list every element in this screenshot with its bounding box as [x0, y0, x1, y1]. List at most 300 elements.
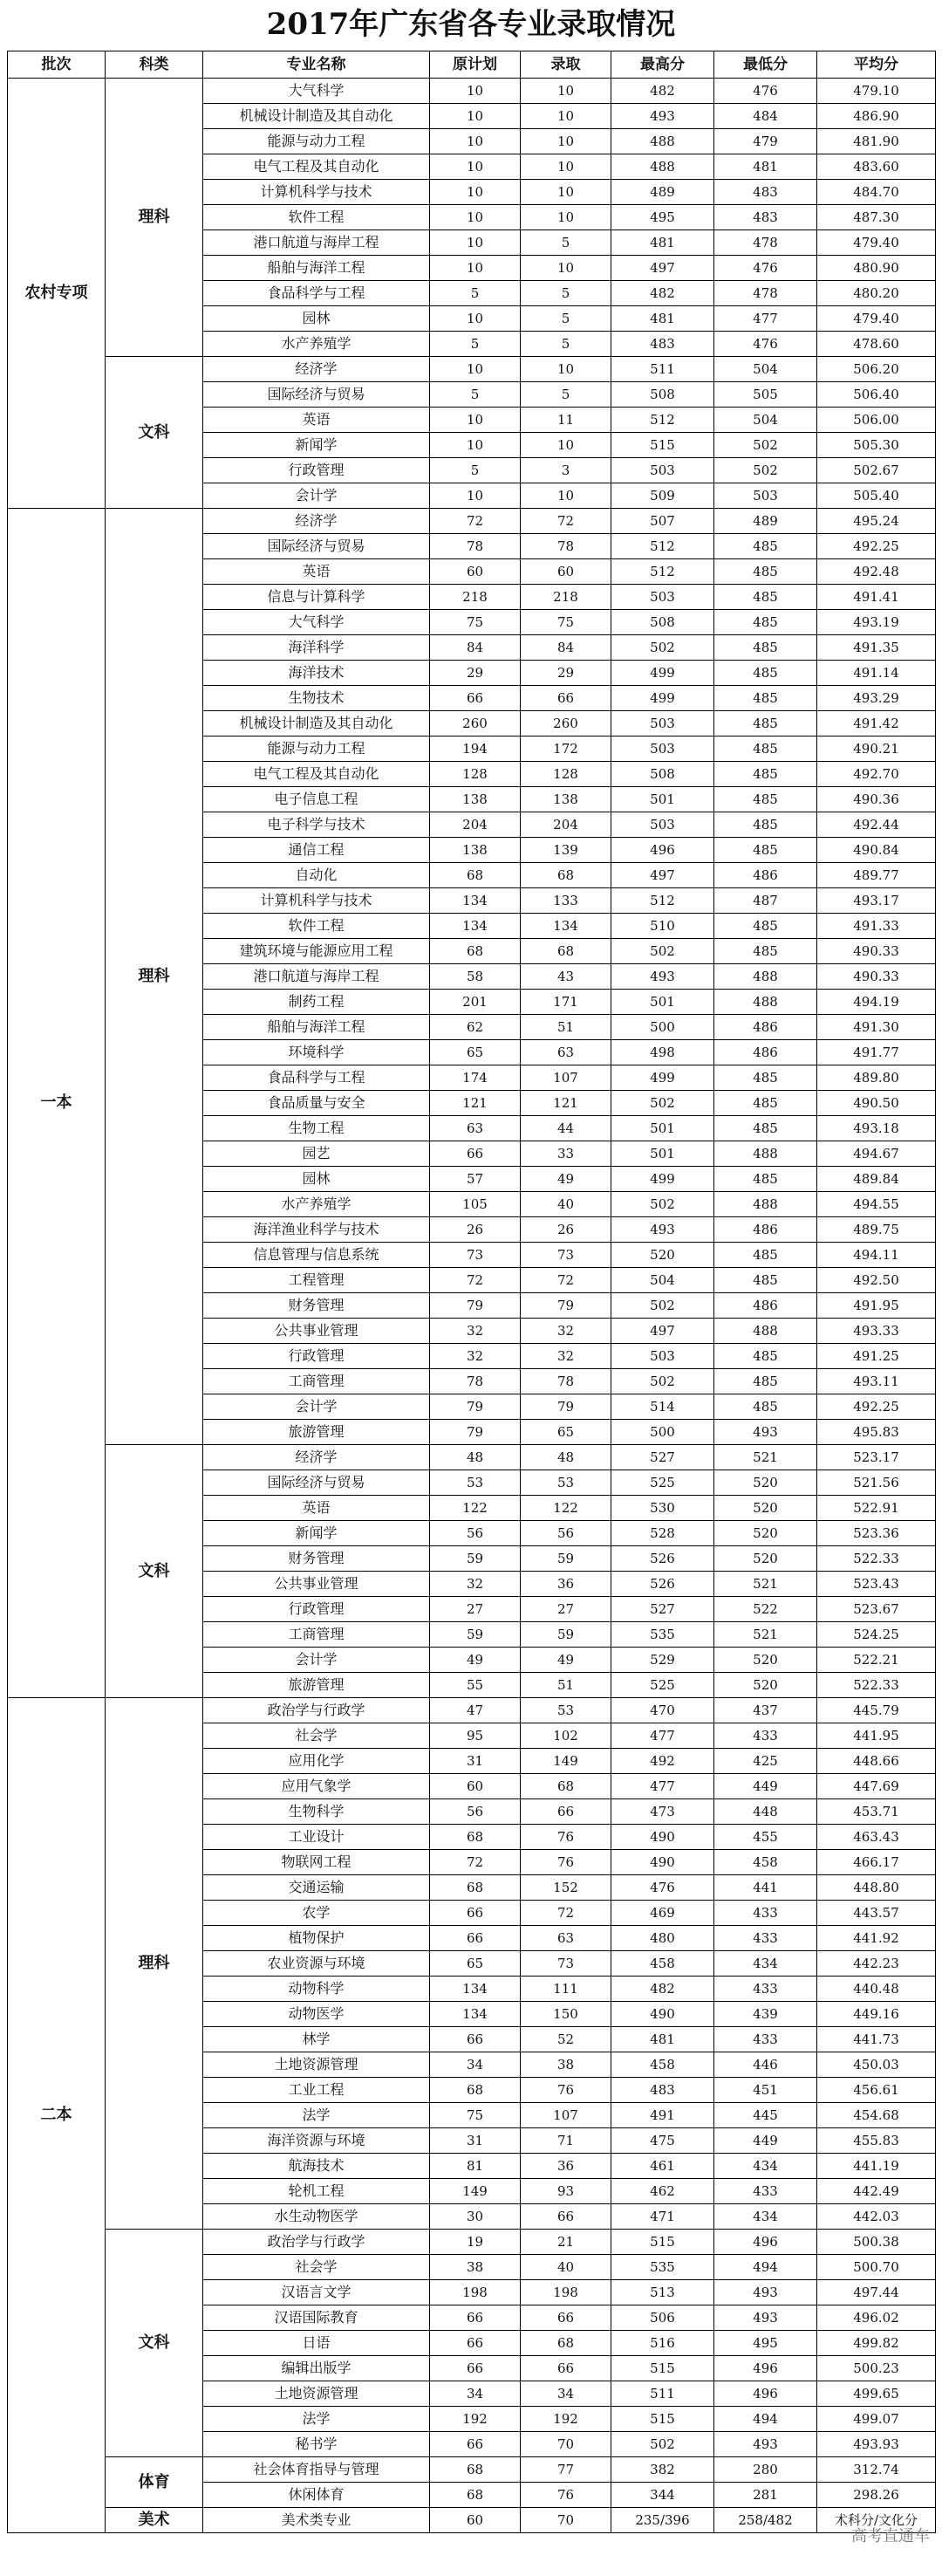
admitted-count: 93	[521, 2179, 611, 2204]
plan-count: 29	[430, 661, 521, 686]
plan-count: 55	[430, 1673, 521, 1698]
major-name: 生物科学	[203, 1799, 430, 1825]
avg-score: 449.16	[817, 2002, 936, 2027]
min-score: 433	[714, 1926, 817, 1951]
admitted-count: 79	[521, 1394, 611, 1420]
admitted-count: 59	[521, 1622, 611, 1648]
min-score: 486	[714, 863, 817, 888]
plan-count: 84	[430, 635, 521, 661]
major-name: 航海技术	[203, 2154, 430, 2179]
min-score: 485	[714, 1167, 817, 1192]
min-score: 478	[714, 230, 817, 256]
major-name: 社会学	[203, 1723, 430, 1749]
max-score: 489	[611, 180, 714, 205]
max-score: 503	[611, 458, 714, 483]
max-score: 503	[611, 585, 714, 610]
min-score: 494	[714, 2407, 817, 2432]
max-score: 477	[611, 1723, 714, 1749]
avg-score: 454.68	[817, 2103, 936, 2128]
major-name: 动物医学	[203, 2002, 430, 2027]
major-name: 水产养殖学	[203, 1192, 430, 1217]
admitted-count: 171	[521, 990, 611, 1015]
min-score: 496	[714, 2230, 817, 2255]
max-score: 510	[611, 914, 714, 939]
major-name: 动物科学	[203, 1977, 430, 2002]
plan-count: 66	[430, 1926, 521, 1951]
plan-count: 174	[430, 1065, 521, 1091]
avg-score: 502.67	[817, 458, 936, 483]
avg-score: 442.23	[817, 1951, 936, 1977]
major-name: 园艺	[203, 1141, 430, 1167]
min-score: 485	[714, 838, 817, 863]
max-score: 499	[611, 1167, 714, 1192]
table-body	[8, 79, 936, 2533]
plan-count: 5	[430, 281, 521, 306]
avg-score: 494.11	[817, 1243, 936, 1268]
avg-score: 494.19	[817, 990, 936, 1015]
max-score: 469	[611, 1901, 714, 1926]
major-name: 港口航道与海岸工程	[203, 964, 430, 990]
admitted-count: 68	[521, 939, 611, 964]
admitted-count: 27	[521, 1597, 611, 1622]
min-score: 494	[714, 2255, 817, 2280]
max-score: 499	[611, 1065, 714, 1091]
min-score: 488	[714, 1141, 817, 1167]
avg-score: 522.33	[817, 1546, 936, 1572]
admitted-count: 10	[521, 483, 611, 509]
plan-count: 122	[430, 1496, 521, 1521]
min-score: 485	[714, 635, 817, 661]
min-score: 485	[714, 585, 817, 610]
admitted-count: 76	[521, 2483, 611, 2508]
admitted-count: 10	[521, 154, 611, 180]
plan-count: 19	[430, 2230, 521, 2255]
max-score: 490	[611, 1850, 714, 1875]
max-score: 508	[611, 762, 714, 787]
major-name: 公共事业管理	[203, 1319, 430, 1344]
admitted-count: 66	[521, 2204, 611, 2230]
admitted-count: 36	[521, 2154, 611, 2179]
category-cell: 美术	[106, 2508, 203, 2533]
avg-score: 521.56	[817, 1470, 936, 1496]
admitted-count: 77	[521, 2457, 611, 2483]
max-score: 483	[611, 332, 714, 357]
avg-score: 441.92	[817, 1926, 936, 1951]
plan-count: 34	[430, 2052, 521, 2078]
admitted-count: 51	[521, 1673, 611, 1698]
avg-score: 506.40	[817, 382, 936, 408]
major-name: 水生动物医学	[203, 2204, 430, 2230]
major-name: 软件工程	[203, 914, 430, 939]
min-score: 486	[714, 1217, 817, 1243]
avg-score: 499.65	[817, 2381, 936, 2407]
plan-count: 66	[430, 2027, 521, 2052]
avg-score: 479.10	[817, 79, 936, 104]
plan-count: 66	[430, 1141, 521, 1167]
header-plan: 原计划	[430, 51, 521, 79]
admitted-count: 40	[521, 2255, 611, 2280]
avg-score: 491.14	[817, 661, 936, 686]
max-score: 499	[611, 661, 714, 686]
avg-score: 术科分/文化分	[817, 2508, 936, 2533]
plan-count: 149	[430, 2179, 521, 2204]
plan-count: 5	[430, 382, 521, 408]
avg-score: 443.57	[817, 1901, 936, 1926]
plan-count: 78	[430, 1369, 521, 1394]
min-score: 449	[714, 2128, 817, 2154]
min-score: 433	[714, 1723, 817, 1749]
major-name: 海洋资源与环境	[203, 2128, 430, 2154]
max-score: 515	[611, 2356, 714, 2381]
avg-score: 479.40	[817, 306, 936, 332]
major-name: 水产养殖学	[203, 332, 430, 357]
admitted-count: 70	[521, 2508, 611, 2533]
admitted-count: 5	[521, 306, 611, 332]
min-score: 434	[714, 1951, 817, 1977]
major-name: 财务管理	[203, 1546, 430, 1572]
avg-score: 445.79	[817, 1698, 936, 1723]
max-score: 507	[611, 509, 714, 534]
admitted-count: 107	[521, 2103, 611, 2128]
min-score: 504	[714, 357, 817, 382]
major-name: 物联网工程	[203, 1850, 430, 1875]
major-name: 新闻学	[203, 1521, 430, 1546]
table-row	[8, 509, 936, 534]
plan-count: 32	[430, 1319, 521, 1344]
max-score: 490	[611, 1825, 714, 1850]
max-score: 475	[611, 2128, 714, 2154]
plan-count: 121	[430, 1091, 521, 1116]
admitted-count: 10	[521, 433, 611, 458]
avg-score: 491.41	[817, 585, 936, 610]
min-score: 281	[714, 2483, 817, 2508]
plan-count: 56	[430, 1521, 521, 1546]
min-score: 485	[714, 939, 817, 964]
major-name: 工程管理	[203, 1268, 430, 1293]
min-score: 433	[714, 2179, 817, 2204]
plan-count: 201	[430, 990, 521, 1015]
major-name: 信息管理与信息系统	[203, 1243, 430, 1268]
max-score: 488	[611, 154, 714, 180]
min-score: 485	[714, 559, 817, 585]
min-score: 437	[714, 1698, 817, 1723]
admitted-count: 5	[521, 382, 611, 408]
admitted-count: 68	[521, 863, 611, 888]
max-score: 493	[611, 104, 714, 129]
plan-count: 38	[430, 2255, 521, 2280]
min-score: 449	[714, 1774, 817, 1799]
max-score: 512	[611, 408, 714, 433]
admitted-count: 10	[521, 256, 611, 281]
max-score: 502	[611, 635, 714, 661]
plan-count: 68	[430, 863, 521, 888]
plan-count: 138	[430, 787, 521, 812]
admitted-count: 48	[521, 1445, 611, 1470]
admitted-count: 33	[521, 1141, 611, 1167]
min-score: 476	[714, 79, 817, 104]
plan-count: 134	[430, 2002, 521, 2027]
min-score: 478	[714, 281, 817, 306]
plan-count: 66	[430, 2432, 521, 2457]
avg-score: 478.60	[817, 332, 936, 357]
major-name: 生物工程	[203, 1116, 430, 1141]
plan-count: 66	[430, 2331, 521, 2356]
major-name: 政治学与行政学	[203, 1698, 430, 1723]
avg-score: 491.95	[817, 1293, 936, 1319]
max-score: 514	[611, 1394, 714, 1420]
max-score: 497	[611, 1319, 714, 1344]
major-name: 法学	[203, 2103, 430, 2128]
admitted-count: 73	[521, 1243, 611, 1268]
admitted-count: 128	[521, 762, 611, 787]
min-score: 434	[714, 2154, 817, 2179]
admitted-count: 51	[521, 1015, 611, 1040]
max-score: 481	[611, 230, 714, 256]
admitted-count: 133	[521, 888, 611, 914]
plan-count: 79	[430, 1420, 521, 1445]
plan-count: 53	[430, 1470, 521, 1496]
major-name: 海洋科学	[203, 635, 430, 661]
max-score: 515	[611, 2407, 714, 2432]
min-score: 485	[714, 1243, 817, 1268]
max-score: 500	[611, 1015, 714, 1040]
min-score: 433	[714, 1977, 817, 2002]
admitted-count: 76	[521, 1850, 611, 1875]
min-score: 485	[714, 1268, 817, 1293]
major-name: 土地资源管理	[203, 2381, 430, 2407]
admitted-count: 138	[521, 787, 611, 812]
avg-score: 522.33	[817, 1673, 936, 1698]
admitted-count: 66	[521, 2356, 611, 2381]
major-name: 英语	[203, 559, 430, 585]
major-name: 食品科学与工程	[203, 1065, 430, 1091]
major-name: 通信工程	[203, 838, 430, 863]
min-score: 448	[714, 1799, 817, 1825]
major-name: 园林	[203, 306, 430, 332]
plan-count: 75	[430, 610, 521, 635]
min-score: 485	[714, 736, 817, 762]
major-name: 会计学	[203, 1394, 430, 1420]
table-row	[8, 2508, 936, 2533]
avg-score: 442.49	[817, 2179, 936, 2204]
plan-count: 5	[430, 458, 521, 483]
plan-count: 10	[430, 357, 521, 382]
major-name: 机械设计制造及其自动化	[203, 711, 430, 736]
major-name: 工商管理	[203, 1622, 430, 1648]
major-name: 港口航道与海岸工程	[203, 230, 430, 256]
major-name: 植物保护	[203, 1926, 430, 1951]
admitted-count: 149	[521, 1749, 611, 1774]
max-score: 512	[611, 559, 714, 585]
admitted-count: 59	[521, 1546, 611, 1572]
major-name: 船舶与海洋工程	[203, 1015, 430, 1040]
min-score: 433	[714, 2027, 817, 2052]
admitted-count: 38	[521, 2052, 611, 2078]
max-score: 526	[611, 1546, 714, 1572]
major-name: 行政管理	[203, 1344, 430, 1369]
admitted-count: 76	[521, 1825, 611, 1850]
max-score: 477	[611, 1774, 714, 1799]
admitted-count: 260	[521, 711, 611, 736]
major-name: 电气工程及其自动化	[203, 762, 430, 787]
max-score: 476	[611, 1875, 714, 1901]
avg-score: 492.25	[817, 534, 936, 559]
admitted-count: 10	[521, 129, 611, 154]
major-name: 财务管理	[203, 1293, 430, 1319]
plan-count: 68	[430, 939, 521, 964]
major-name: 公共事业管理	[203, 1572, 430, 1597]
plan-count: 66	[430, 1901, 521, 1926]
min-score: 485	[714, 610, 817, 635]
min-score: 258/482	[714, 2508, 817, 2533]
admitted-count: 5	[521, 332, 611, 357]
min-score: 503	[714, 483, 817, 509]
admitted-count: 218	[521, 585, 611, 610]
plan-count: 66	[430, 686, 521, 711]
table-row	[8, 79, 936, 104]
admitted-count: 26	[521, 1217, 611, 1243]
max-score: 500	[611, 1420, 714, 1445]
min-score: 520	[714, 1521, 817, 1546]
avg-score: 490.50	[817, 1091, 936, 1116]
major-name: 国际经济与贸易	[203, 382, 430, 408]
plan-count: 65	[430, 1951, 521, 1977]
major-name: 英语	[203, 408, 430, 433]
header-category: 科类	[106, 51, 203, 79]
avg-score: 492.50	[817, 1268, 936, 1293]
max-score: 497	[611, 256, 714, 281]
avg-score: 495.83	[817, 1420, 936, 1445]
admitted-count: 49	[521, 1167, 611, 1192]
plan-count: 57	[430, 1167, 521, 1192]
plan-count: 60	[430, 559, 521, 585]
plan-count: 60	[430, 1774, 521, 1799]
admitted-count: 10	[521, 205, 611, 230]
admitted-count: 65	[521, 1420, 611, 1445]
min-score: 476	[714, 256, 817, 281]
major-name: 工商管理	[203, 1369, 430, 1394]
header-min-score: 最低分	[714, 51, 817, 79]
avg-score: 491.33	[817, 914, 936, 939]
plan-count: 68	[430, 2483, 521, 2508]
major-name: 经济学	[203, 509, 430, 534]
min-score: 485	[714, 812, 817, 838]
max-score: 502	[611, 1369, 714, 1394]
min-score: 493	[714, 2432, 817, 2457]
major-name: 日语	[203, 2331, 430, 2356]
max-score: 471	[611, 2204, 714, 2230]
plan-count: 10	[430, 79, 521, 104]
admitted-count: 66	[521, 1799, 611, 1825]
min-score: 520	[714, 1648, 817, 1673]
admitted-count: 73	[521, 1951, 611, 1977]
min-score: 485	[714, 787, 817, 812]
max-score: 491	[611, 2103, 714, 2128]
admitted-count: 76	[521, 2078, 611, 2103]
max-score: 503	[611, 711, 714, 736]
admitted-count: 134	[521, 914, 611, 939]
min-score: 280	[714, 2457, 817, 2483]
min-score: 488	[714, 990, 817, 1015]
max-score: 502	[611, 1293, 714, 1319]
plan-count: 10	[430, 408, 521, 433]
plan-count: 66	[430, 2305, 521, 2331]
max-score: 508	[611, 610, 714, 635]
avg-score: 490.33	[817, 964, 936, 990]
min-score: 496	[714, 2381, 817, 2407]
header-avg-score: 平均分	[817, 51, 936, 79]
major-name: 会计学	[203, 1648, 430, 1673]
major-name: 食品质量与安全	[203, 1091, 430, 1116]
plan-count: 78	[430, 534, 521, 559]
admission-table	[7, 51, 936, 2533]
avg-score: 480.20	[817, 281, 936, 306]
major-name: 轮机工程	[203, 2179, 430, 2204]
max-score: 495	[611, 205, 714, 230]
min-score: 458	[714, 1850, 817, 1875]
max-score: 501	[611, 990, 714, 1015]
admitted-count: 29	[521, 661, 611, 686]
major-name: 编辑出版学	[203, 2356, 430, 2381]
admitted-count: 79	[521, 1293, 611, 1319]
major-name: 能源与动力工程	[203, 736, 430, 762]
min-score: 425	[714, 1749, 817, 1774]
major-name: 信息与计算科学	[203, 585, 430, 610]
batch-cell: 一本	[8, 509, 106, 1698]
max-score: 520	[611, 1243, 714, 1268]
max-score: 493	[611, 964, 714, 990]
min-score: 483	[714, 205, 817, 230]
major-name: 应用化学	[203, 1749, 430, 1774]
min-score: 504	[714, 408, 817, 433]
avg-score: 492.70	[817, 762, 936, 787]
min-score: 493	[714, 2305, 817, 2331]
min-score: 505	[714, 382, 817, 408]
major-name: 海洋渔业科学与技术	[203, 1217, 430, 1243]
avg-score: 491.30	[817, 1015, 936, 1040]
max-score: 528	[611, 1521, 714, 1546]
major-name: 旅游管理	[203, 1420, 430, 1445]
avg-score: 487.30	[817, 205, 936, 230]
max-score: 512	[611, 534, 714, 559]
plan-count: 66	[430, 2356, 521, 2381]
table-row	[8, 1698, 936, 1723]
admitted-count: 10	[521, 180, 611, 205]
max-score: 344	[611, 2483, 714, 2508]
plan-count: 10	[430, 154, 521, 180]
plan-count: 10	[430, 205, 521, 230]
max-score: 501	[611, 1141, 714, 1167]
plan-count: 72	[430, 1850, 521, 1875]
major-name: 生物技术	[203, 686, 430, 711]
max-score: 490	[611, 2002, 714, 2027]
header-major: 专业名称	[203, 51, 430, 79]
avg-score: 479.40	[817, 230, 936, 256]
avg-score: 495.24	[817, 509, 936, 534]
admitted-count: 72	[521, 1268, 611, 1293]
min-score: 485	[714, 1065, 817, 1091]
max-score: 527	[611, 1445, 714, 1470]
max-score: 488	[611, 129, 714, 154]
min-score: 445	[714, 2103, 817, 2128]
avg-score: 440.48	[817, 1977, 936, 2002]
plan-count: 10	[430, 230, 521, 256]
plan-count: 134	[430, 914, 521, 939]
min-score: 521	[714, 1572, 817, 1597]
admitted-count: 78	[521, 534, 611, 559]
max-score: 482	[611, 1977, 714, 2002]
major-name: 工业工程	[203, 2078, 430, 2103]
